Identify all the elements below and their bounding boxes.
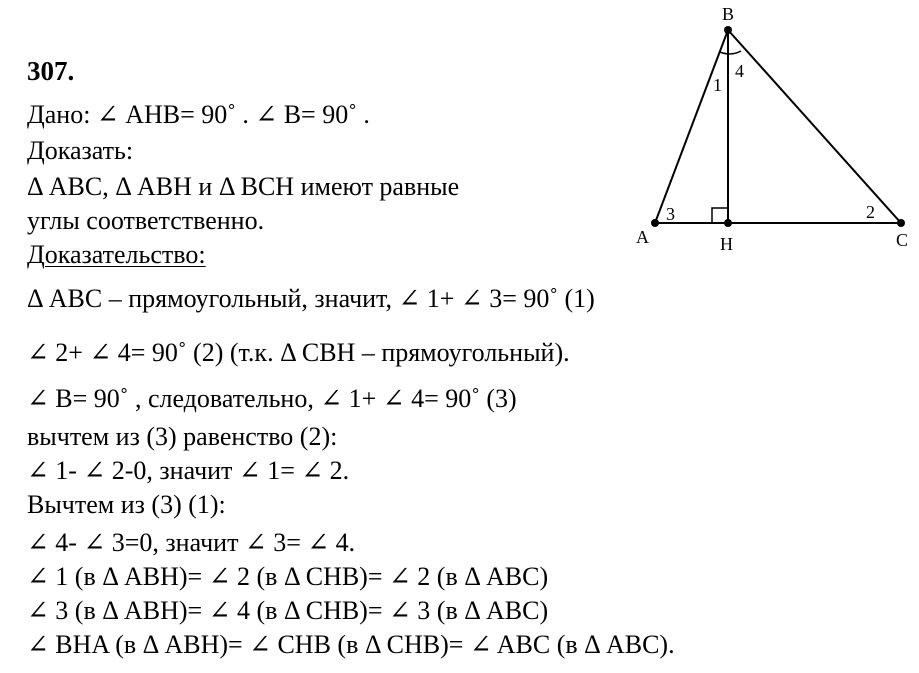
point-c [897, 219, 905, 227]
problem-number: 307. [27, 56, 75, 86]
proof-line-6: Вычтем из (3) (1): [27, 490, 226, 519]
proof-line-1: Δ ABC – прямоугольный, значит, ∠ 1+ ∠ 3= 90˚ (1) [27, 284, 595, 313]
triangle-figure [600, 0, 919, 260]
angle-arc-b [720, 51, 741, 54]
proof-line-10: ∠ BHA (в Δ ABH)= ∠ CHB (в Δ CHB)= ∠ ABC (в Δ ABC). [27, 630, 675, 659]
proof-line-3: ∠ B= 90˚ , следовательно, ∠ 1+ ∠ 4= 90˚ (3) [27, 384, 517, 413]
label-h: H [720, 234, 733, 254]
label-c: C [896, 230, 909, 250]
proof-line-2: ∠ 2+ ∠ 4= 90˚ (2) (т.к. Δ CBH – прямоугольный). [27, 338, 570, 367]
side-ab [655, 30, 728, 223]
prove-line-1: Δ ABC, Δ ABH и Δ BCH имеют равные [27, 172, 460, 201]
given-line: Дано: ∠ AHB= 90˚ . ∠ B= 90˚ . [27, 100, 370, 129]
angle-label-1: 1 [713, 75, 722, 95]
proof-line-7: ∠ 4- ∠ 3=0, значит ∠ 3= ∠ 4. [27, 528, 356, 557]
label-a: A [636, 227, 649, 247]
proof-line-9: ∠ 3 (в Δ ABH)= ∠ 4 (в Δ CHB)= ∠ 3 (в Δ ABC) [27, 596, 549, 625]
proof-line-8: ∠ 1 (в Δ ABH)= ∠ 2 (в Δ CHB)= ∠ 2 (в Δ ABC) [27, 562, 549, 591]
point-b [724, 26, 732, 34]
prove-label: Доказать: [27, 136, 134, 165]
proof-label: Доказательство: [27, 240, 206, 269]
angle-label-4: 4 [735, 61, 744, 81]
point-a [651, 219, 659, 227]
proof-line-5: ∠ 1- ∠ 2-0, значит ∠ 1= ∠ 2. [27, 456, 350, 485]
label-b: B [722, 4, 735, 24]
side-bc [728, 30, 901, 223]
proof-line-4: вычтем из (3) равенство (2): [27, 422, 338, 451]
angle-label-2: 2 [866, 202, 875, 222]
prove-line-2: углы соответственно. [27, 206, 265, 235]
angle-label-3: 3 [666, 204, 675, 224]
point-h [724, 219, 732, 227]
